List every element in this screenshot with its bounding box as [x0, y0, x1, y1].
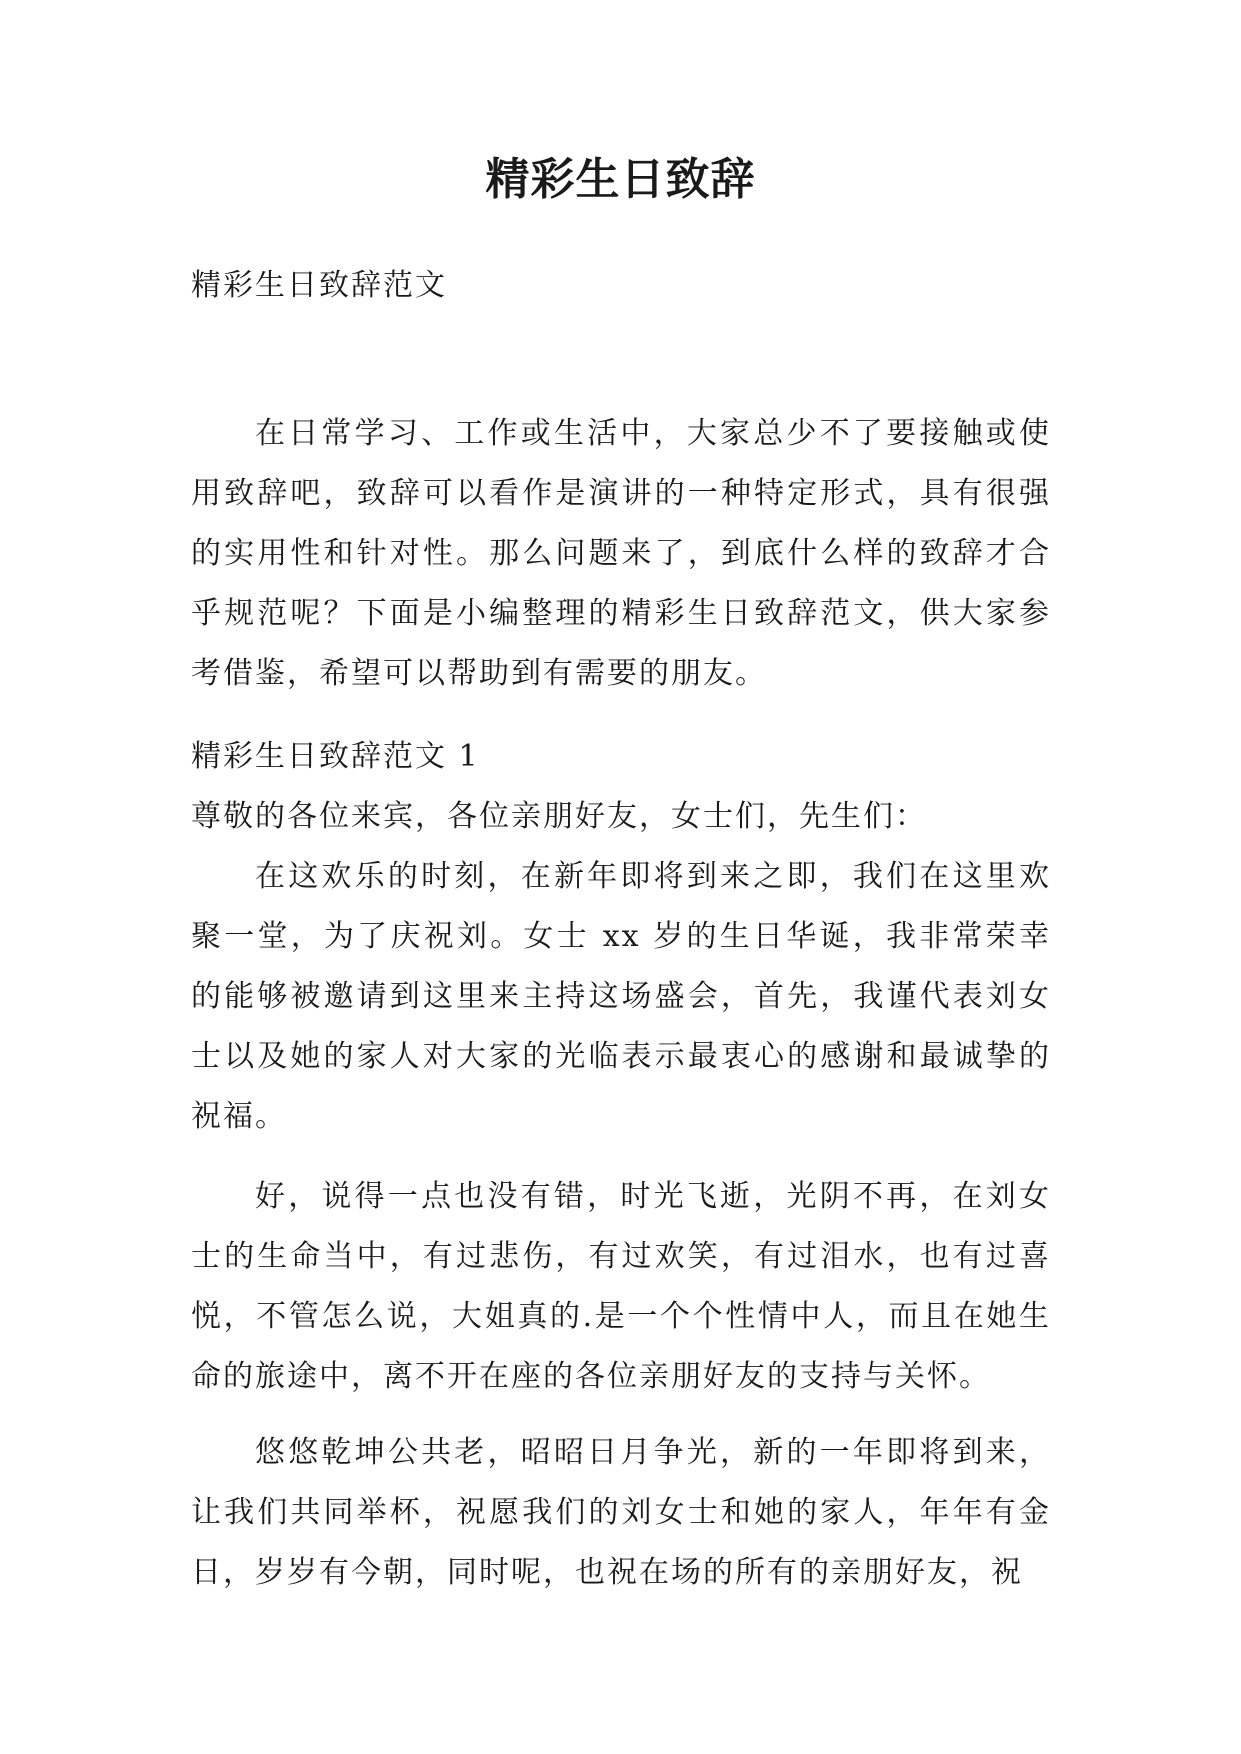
body-paragraph: 悠悠乾坤公共老，昭昭日月争光，新的一年即将到来，让我们共同举杯，祝愿我们的刘女士和她的家人，年年有金日，岁岁有今朝，同时呢，也祝在场的所有的亲朋好友，祝 [191, 1435, 1051, 1590]
document-title: 精彩生日致辞 [485, 154, 756, 205]
body-paragraph: 好，说得一点也没有错，时光飞逝，光阴不再，在刘女士的生命当中，有过悲伤，有过欢笑，有过泪水，也有过喜悦，不管怎么说，大姐真的.是一个个性情中人，而且在她生命的旅途中，离不开在座的各位亲朋好友的支持与关怀。 [191, 1179, 1051, 1394]
section-heading: 精彩生日致辞范文 1 [191, 739, 480, 774]
document-subtitle: 精彩生日致辞范文 [191, 268, 447, 303]
intro-paragraph: 在日常学习、工作或生活中，大家总少不了要接触或使用致辞吧，致辞可以看作是演讲的一种特定形式，具有很强的实用性和针对性。那么问题来了，到底什么样的致辞才合乎规范呢？下面是小编整理的精彩生日致辞范文，供大家参考借鉴，希望可以帮助到有需要的朋友。 [191, 416, 1051, 691]
body-paragraph: 在这欢乐的时刻，在新年即将到来之即，我们在这里欢聚一堂，为了庆祝刘。女士 xx 岁的生日华诞，我非常荣幸的能够被邀请到这里来主持这场盛会，首先，我谨代表刘女士以及她的家人对大家的光临表示最衷心的感谢和最诚挚的祝福。 [191, 859, 1051, 1134]
salutation-line: 尊敬的各位来宾，各位亲朋好友，女士们，先生们： [191, 799, 927, 834]
